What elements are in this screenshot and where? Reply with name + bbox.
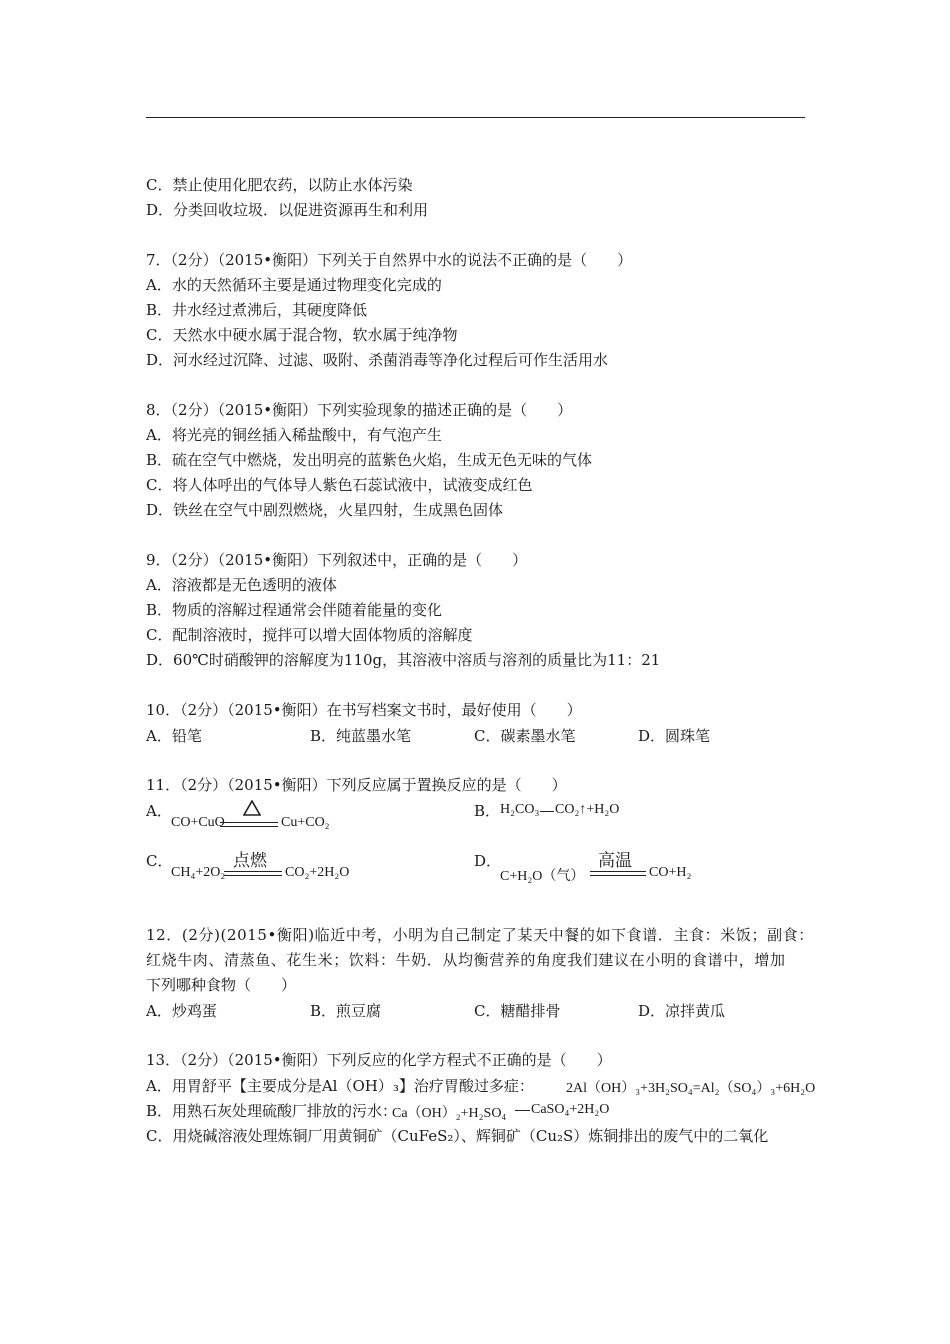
question-9: 9．（2分）（2015•衡阳）下列叙述中，正确的是（ ）: [146, 551, 528, 569]
equation-11d-right: CO+H₂: [649, 865, 692, 880]
option-11d-label: D．: [474, 852, 502, 870]
option-9b: B．物质的溶解过程通常会伴随着能量的变化: [146, 601, 443, 619]
equation-13b-right: CaSO₄+2H₂O: [531, 1102, 610, 1117]
question-11: 11．（2分）（2015•衡阳）下列反应属于置换反应的是（ ）: [146, 776, 567, 794]
option-7d: D．河水经过沉降、过滤、吸附、杀菌消毒等净化过程后可作生活用水: [146, 351, 609, 369]
option-12b: B．煎豆腐: [310, 1002, 382, 1020]
option-10b: B．纯蓝墨水笔: [310, 727, 412, 745]
equation-11d-left: C+H₂O（气）: [500, 869, 585, 884]
condition-11c: 点燃: [233, 851, 267, 871]
option-6c: C．禁止使用化肥农药，以防止水体污染: [146, 176, 413, 194]
option-7b: B．井水经过煮沸后，其硬度降低: [146, 301, 368, 319]
option-7c: C．天然水中硬水属于混合物，软水属于纯净物: [146, 326, 458, 344]
option-11b-label: B．: [474, 802, 501, 820]
equation-11c-left: CH₄+2O₂: [171, 865, 226, 880]
option-8c: C．将人体呼出的气体导人紫色石蕊试液中，试液变成红色: [146, 476, 533, 494]
question-12-line2: 红烧牛肉、清蒸鱼、花生米；饮料：牛奶．从均衡营养的角度我们建议在小明的食谱中，增加: [146, 951, 786, 969]
option-13c: C．用烧碱溶液处理炼铜厂用黄铜矿（CuFeS₂）、辉铜矿（Cu₂S）炼铜排出的废气中的二氧化: [146, 1127, 769, 1145]
heat-triangle-icon: [243, 800, 261, 816]
option-7a: A．水的天然循环主要是通过物理变化完成的: [146, 276, 442, 294]
condition-11d: 高温: [598, 851, 632, 871]
option-10c: C．碳素墨水笔: [474, 727, 576, 745]
option-11c-label: C．: [146, 852, 173, 870]
option-12d: D．凉拌黄瓜: [638, 1002, 726, 1020]
question-12-line1: 12．(2分)(2015•衡阳)临近中考，小明为自己制定了某天中餐的如下食谱．主食：米饭；副食：: [146, 926, 814, 944]
equation-11a-left: CO+CuO: [171, 815, 225, 830]
equation-11c-right: CO₂+2H₂O: [285, 865, 350, 880]
option-9a: A．溶液都是无色透明的液体: [146, 576, 337, 594]
header-rule: [146, 117, 805, 118]
arrow-line-11b: [540, 811, 554, 812]
equation-11a-right: Cu+CO₂: [281, 815, 330, 830]
option-8a: A．将光亮的铜丝插入稀盐酸中，有气泡产生: [146, 426, 442, 444]
option-12c: C．糖醋排骨: [474, 1002, 561, 1020]
question-10: 10．（2分）（2015•衡阳）在书写档案文书时，最好使用（ ）: [146, 701, 582, 719]
option-13b-text: B．用熟石灰处理硫酸厂排放的污水：: [146, 1102, 398, 1120]
equation-11b-right: CO₂↑+H₂O: [555, 802, 620, 817]
option-13a-text: A．用胃舒平【主要成分是Al（OH）₃】治疗胃酸过多症：: [146, 1077, 534, 1095]
option-9c: C．配制溶液时，搅拌可以增大固体物质的溶解度: [146, 626, 473, 644]
equals-bar-11a: [220, 822, 278, 827]
option-10a: A．铅笔: [146, 727, 202, 745]
arrow-line-13b: [515, 1110, 530, 1111]
equation-13a: 2Al（OH）₃+3H₂SO₄=Al₂（SO₄）₃+6H₂O: [566, 1081, 816, 1096]
option-12a: A．炒鸡蛋: [146, 1002, 217, 1020]
equals-bar-11c: [224, 871, 282, 876]
option-8b: B．硫在空气中燃烧，发出明亮的蓝紫色火焰，生成无色无味的气体: [146, 451, 593, 469]
question-12-line3: 下列哪种食物（ ）: [146, 976, 297, 994]
option-10d: D．圆珠笔: [638, 727, 711, 745]
equation-11b-left: H₂CO₃: [500, 802, 540, 817]
equals-bar-11d: [590, 871, 646, 876]
question-8: 8．（2分）（2015•衡阳）下列实验现象的描述正确的是（ ）: [146, 401, 573, 419]
question-7: 7．（2分）（2015•衡阳）下列关于自然界中水的说法不正确的是（ ）: [146, 251, 633, 269]
equation-13b-left: Ca（OH）₂+H₂SO₄: [392, 1106, 507, 1121]
option-9d: D．60℃时硝酸钾的溶解度为110g，其溶液中溶质与溶剂的质量比为11：21: [146, 651, 661, 669]
option-6d: D．分类回收垃圾．以促进资源再生和利用: [146, 201, 429, 219]
question-13: 13．（2分）（2015•衡阳）下列反应的化学方程式不正确的是（ ）: [146, 1051, 612, 1069]
option-8d: D．铁丝在空气中剧烈燃烧，火星四射，生成黑色固体: [146, 501, 504, 519]
option-11a-label: A．: [146, 802, 172, 820]
